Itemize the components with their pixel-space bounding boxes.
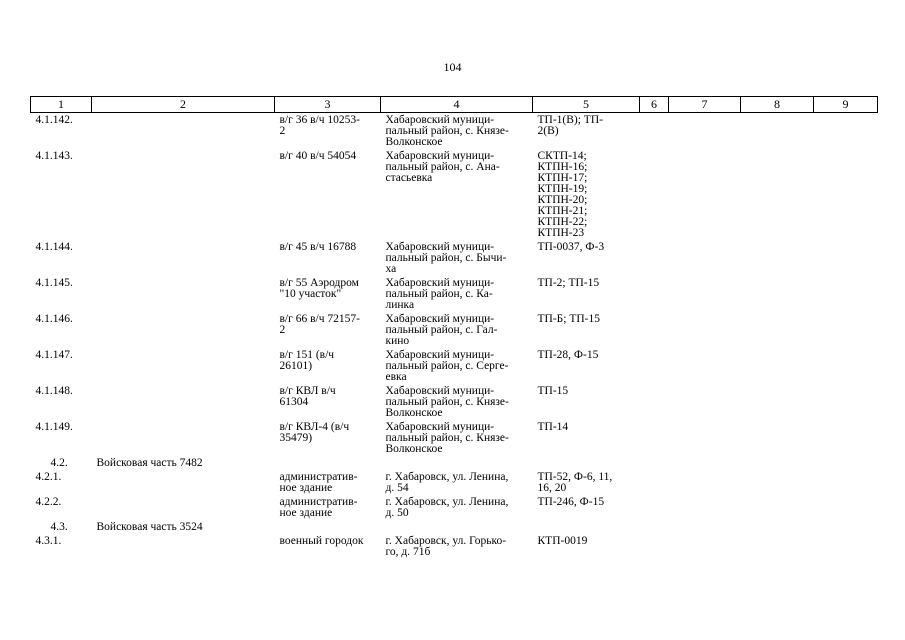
transformer-substation: ТП-15 — [537, 385, 569, 397]
cell-col8 — [741, 456, 814, 470]
cell-col8 — [741, 420, 814, 456]
cell-col7 — [669, 149, 741, 240]
cell-col9 — [814, 149, 878, 240]
cell-col9 — [814, 113, 878, 150]
unit-name — [92, 495, 275, 520]
cell-col8 — [741, 149, 814, 240]
cell-col7 — [669, 495, 741, 520]
unit-name — [92, 534, 275, 559]
cell-col7 — [669, 348, 741, 384]
cell-col9 — [814, 276, 878, 312]
cell-col6 — [640, 470, 669, 495]
object-name: в/г 36 в/ч 10253- 2 — [279, 114, 360, 137]
transformer-substation: КТП-0019 — [537, 535, 588, 547]
object-name: в/г 55 Аэродром "10 участок" — [279, 277, 359, 300]
table-row — [31, 276, 878, 312]
transformer-substation: ТП-14 — [537, 421, 569, 433]
transformer-substation — [533, 456, 640, 470]
cell-col6 — [640, 240, 669, 276]
object-address — [381, 456, 533, 470]
section-row — [31, 456, 878, 470]
unit-name — [92, 348, 275, 384]
table-row — [31, 495, 878, 520]
object-address: Хабаровский муници- пальный район, с. Князе- Волконское — [385, 421, 509, 455]
cell-col6 — [640, 312, 669, 348]
cell-col6 — [640, 520, 669, 534]
unit-name — [92, 276, 275, 312]
cell-col7 — [669, 312, 741, 348]
cell-col6 — [640, 495, 669, 520]
row-number: 4.1.147. — [35, 349, 73, 361]
cell-col7 — [669, 240, 741, 276]
object-address: г. Хабаровск, ул. Ленина, д. 54 — [385, 471, 509, 494]
cell-col9 — [814, 520, 878, 534]
row-number: 4.1.149. — [35, 421, 73, 433]
row-number: 4.2. — [50, 457, 68, 469]
cell-col7 — [669, 276, 741, 312]
cell-col8 — [741, 348, 814, 384]
row-number: 4.1.148. — [35, 385, 73, 397]
unit-name: Войсковая часть 7482 — [96, 457, 203, 469]
transformer-substation: ТП-1(В); ТП- 2(В) — [537, 114, 603, 137]
object-address: Хабаровский муници- пальный район, с. Серге- евка — [385, 349, 509, 383]
cell-col9 — [814, 470, 878, 495]
cell-col7 — [669, 456, 741, 470]
column-header: 6 — [640, 97, 669, 113]
cell-col7 — [669, 470, 741, 495]
row-number: 4.1.144. — [35, 241, 73, 253]
cell-col6 — [640, 276, 669, 312]
unit-name — [92, 240, 275, 276]
cell-col6 — [640, 348, 669, 384]
row-number: 4.1.143. — [35, 150, 73, 162]
column-number-row — [31, 97, 878, 113]
column-header: 5 — [533, 97, 640, 113]
column-header: 8 — [741, 97, 814, 113]
transformer-substation: ТП-52, Ф-6, 11, 16, 20 — [537, 471, 613, 494]
cell-col6 — [640, 149, 669, 240]
table-row — [31, 534, 878, 559]
table-row — [31, 312, 878, 348]
transformer-substation: ТП-Б; ТП-15 — [537, 313, 600, 325]
transformer-substation: ТП-2; ТП-15 — [537, 277, 600, 289]
cell-col6 — [640, 534, 669, 559]
row-number: 4.1.142. — [35, 114, 73, 126]
unit-name — [92, 312, 275, 348]
page-number: 104 — [443, 60, 462, 74]
unit-name — [92, 113, 275, 150]
cell-col8 — [741, 384, 814, 420]
cell-col8 — [741, 240, 814, 276]
object-name: в/г КВЛ в/ч 61304 — [279, 385, 336, 408]
object-name: административ- ное здание — [279, 471, 358, 494]
object-address: г. Хабаровск, ул. Горько- го, д. 71б — [385, 535, 507, 558]
object-name: в/г 66 в/ч 72157- 2 — [279, 313, 360, 336]
cell-col9 — [814, 456, 878, 470]
column-header: 2 — [92, 97, 275, 113]
cell-col8 — [741, 113, 814, 150]
unit-name — [92, 384, 275, 420]
row-number: 4.1.146. — [35, 313, 73, 325]
transformer-substation — [533, 520, 640, 534]
unit-name — [92, 470, 275, 495]
column-header: 9 — [814, 97, 878, 113]
object-address: Хабаровский муници- пальный район, с. Гал- кино — [385, 313, 498, 347]
cell-col6 — [640, 113, 669, 150]
column-header: 3 — [275, 97, 381, 113]
object-name: административ- ное здание — [279, 496, 358, 519]
object-name: в/г 151 (в/ч 26101) — [279, 349, 335, 372]
cell-col9 — [814, 495, 878, 520]
cell-col9 — [814, 534, 878, 559]
row-number: 4.2.2. — [35, 496, 62, 508]
object-name: в/г КВЛ-4 (в/ч 35479) — [279, 421, 350, 444]
row-number: 4.1.145. — [35, 277, 73, 289]
cell-col7 — [669, 534, 741, 559]
column-header: 1 — [31, 97, 92, 113]
table-row — [31, 384, 878, 420]
object-address: Хабаровский муници- пальный район, с. Бычи- ха — [385, 241, 507, 275]
cell-col6 — [640, 384, 669, 420]
unit-name: Войсковая часть 3524 — [96, 521, 203, 533]
cell-col7 — [669, 384, 741, 420]
object-address: Хабаровский муници- пальный район, с. Ка- линка — [385, 277, 495, 311]
cell-col8 — [741, 534, 814, 559]
cell-col8 — [741, 312, 814, 348]
object-address — [381, 520, 533, 534]
table-row — [31, 348, 878, 384]
data-table — [30, 96, 878, 559]
unit-name — [92, 420, 275, 456]
transformer-substation: ТП-246, Ф-15 — [537, 496, 605, 508]
object-name: в/г 45 в/ч 16788 — [279, 241, 357, 253]
section-row — [31, 520, 878, 534]
unit-name — [92, 149, 275, 240]
cell-col8 — [741, 495, 814, 520]
transformer-substation: ТП-28, Ф-15 — [537, 349, 599, 361]
object-address: Хабаровский муници- пальный район, с. Ана- стасьевка — [385, 150, 500, 184]
column-header: 4 — [381, 97, 533, 113]
cell-col6 — [640, 456, 669, 470]
cell-col7 — [669, 520, 741, 534]
cell-col7 — [669, 113, 741, 150]
table-row — [31, 470, 878, 495]
cell-col9 — [814, 384, 878, 420]
column-header: 7 — [669, 97, 741, 113]
row-number: 4.3.1. — [35, 535, 62, 547]
cell-col6 — [640, 420, 669, 456]
row-number: 4.3. — [50, 521, 68, 533]
table-row — [31, 240, 878, 276]
table-row — [31, 113, 878, 150]
object-address: Хабаровский муници- пальный район, с. Князе- Волконское — [385, 385, 509, 419]
transformer-substation: СКТП-14; КТПН-16; КТПН-17; КТПН-19; КТПН-20; КТПН-21; КТПН-22; КТПН-23 — [537, 150, 588, 239]
table-row — [31, 149, 878, 240]
cell-col9 — [814, 420, 878, 456]
object-name: в/г 40 в/ч 54054 — [279, 150, 357, 162]
cell-col9 — [814, 240, 878, 276]
cell-col8 — [741, 470, 814, 495]
object-address: г. Хабаровск, ул. Ленина, д. 50 — [385, 496, 509, 519]
cell-col8 — [741, 520, 814, 534]
object-address: Хабаровский муници- пальный район, с. Князе- Волконское — [385, 114, 509, 148]
object-name — [275, 456, 381, 470]
cell-col9 — [814, 348, 878, 384]
transformer-substation: ТП-0037, Ф-3 — [537, 241, 605, 253]
table-row — [31, 420, 878, 456]
row-number: 4.2.1. — [35, 471, 62, 483]
object-name: военный городок — [279, 535, 364, 547]
cell-col7 — [669, 420, 741, 456]
object-name — [275, 520, 381, 534]
cell-col9 — [814, 312, 878, 348]
cell-col8 — [741, 276, 814, 312]
